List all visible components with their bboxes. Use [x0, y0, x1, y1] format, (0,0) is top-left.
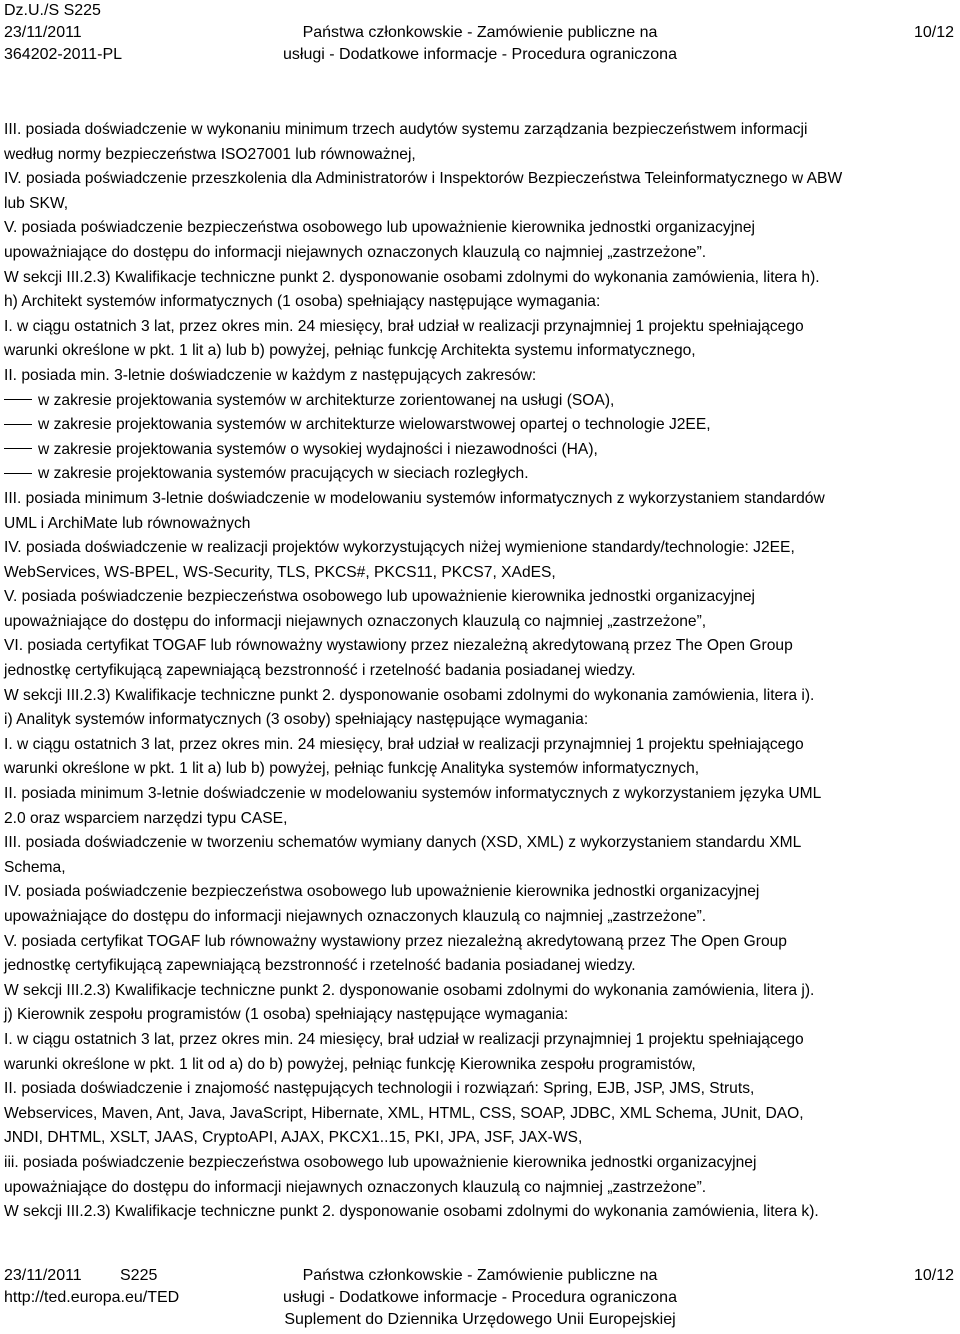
- page-footer: [0, 1265, 960, 1331]
- em-dash-bullet: [4, 424, 32, 425]
- text-line-content: jednostkę certyfikującą zapewniającą bezstronność i rzetelność badania posiadanej wiedzy.: [4, 662, 636, 680]
- text-line-content: V. posiada poświadczenie bezpieczeństwa osobowego lub upoważnienie kierownika jednostki organizacyjnej: [4, 219, 755, 237]
- text-line: [4, 290, 956, 315]
- text-line: [4, 831, 956, 856]
- header-doc-number: 364202-2011-PL: [4, 46, 123, 63]
- text-line: [4, 634, 956, 659]
- document-body: [4, 118, 956, 1225]
- text-line-content: 2.0 oraz wsparciem narzędzi typu CASE,: [4, 809, 288, 827]
- text-line: [4, 757, 956, 782]
- text-line-content: IV. posiada poświadczenie bezpieczeństwa osobowego lub upoważnienie kierownika jednostki organizacyjnej: [4, 883, 760, 901]
- text-line-content: W sekcji III.2.3) Kwalifikacje techniczne punkt 2. dysponowanie osobami zdolnymi do wykonania zamówienia, litera h).: [4, 268, 820, 286]
- text-line-content: II. posiada min. 3-letnie doświadczenie w każdym z następujących zakresów:: [4, 366, 537, 384]
- text-line: [4, 733, 956, 758]
- text-line-content: W sekcji III.2.3) Kwalifikacje techniczne punkt 2. dysponowanie osobami zdolnymi do wykonania zamówienia, litera j).: [4, 981, 815, 999]
- footer-url: http://ted.europa.eu/TED: [4, 1289, 180, 1306]
- text-line-content: h) Architekt systemów informatycznych (1 osoba) spełniający następujące wymagania:: [4, 293, 601, 311]
- text-line: [4, 782, 956, 807]
- text-line: [4, 118, 956, 143]
- footer-date: 23/11/2011: [4, 1267, 82, 1284]
- footer-title-line1: Państwa członkowskie - Zamówienie publiczne na: [302, 1267, 658, 1284]
- text-line: [4, 1028, 956, 1053]
- text-line-content: warunki określone w pkt. 1 lit od a) do b) powyżej, pełniąc funkcję Kierownika zespołu programistów,: [4, 1055, 696, 1073]
- em-dash-bullet: [4, 399, 32, 400]
- text-line-content: WebServices, WS-BPEL, WS-Security, TLS, PKCS#, PKCS11, PKCS7, XAdES,: [4, 563, 556, 581]
- text-line-content: według normy bezpieczeństwa ISO27001 lub równoważnej,: [4, 145, 416, 163]
- text-line: [4, 192, 956, 217]
- text-line-content: III. posiada doświadczenie w wykonaniu minimum trzech audytów systemu zarządzania bezpieczeństwem informacji: [4, 121, 808, 138]
- text-line-content: I. w ciągu ostatnich 3 lat, przez okres min. 24 miesięcy, brał udział w realizacji przynajmniej 1 projektu spełniającego: [4, 735, 804, 753]
- text-line-content: W sekcji III.2.3) Kwalifikacje techniczne punkt 2. dysponowanie osobami zdolnymi do wykonania zamówienia, litera k).: [4, 1203, 819, 1221]
- text-line-content: lub SKW,: [4, 194, 69, 212]
- text-line-content: w zakresie projektowania systemów o wysokiej wydajności i niezawodności (HA),: [38, 440, 598, 458]
- journal-ref: Dz.U./S S225: [4, 2, 101, 19]
- text-line-content: IV. posiada doświadczenie w realizacji projektów wykorzystujących niżej wymienione standardy/technologie: J2EE,: [4, 539, 795, 557]
- text-line: [4, 339, 956, 364]
- text-line: [4, 462, 956, 487]
- text-line-content: I. w ciągu ostatnich 3 lat, przez okres min. 24 miesięcy, brał udział w realizacji przynajmniej 1 projektu spełniającego: [4, 1030, 804, 1048]
- em-dash-bullet: [4, 448, 32, 449]
- text-line: [4, 438, 956, 463]
- text-line: [4, 880, 956, 905]
- text-line-content: V. posiada certyfikat TOGAF lub równoważny wystawiony przez niezależną akredytowaną przez The Open Group: [4, 932, 787, 950]
- text-line: [4, 413, 956, 438]
- text-line-content: upoważniające do dostępu do informacji niejawnych oznaczonych klauzulą co najmniej „zastrzeżone”.: [4, 1178, 707, 1196]
- text-line-content: w zakresie projektowania systemów w architekturze wielowarstwowej opartej o technologie J2EE,: [38, 416, 711, 434]
- text-line: [4, 167, 956, 192]
- text-line: [4, 930, 956, 955]
- text-line: [4, 216, 956, 241]
- text-line: [4, 1151, 956, 1176]
- header-title-line2: usługi - Dodatkowe informacje - Procedura ograniczona: [283, 46, 677, 63]
- text-line: [4, 487, 956, 512]
- text-line-content: warunki określone w pkt. 1 lit a) lub b) powyżej, pełniąc funkcję Architekta systemu informatycznego,: [4, 342, 696, 360]
- text-line: [4, 512, 956, 537]
- text-line: [4, 979, 956, 1004]
- text-line-content: III. posiada minimum 3-letnie doświadczenie w modelowaniu systemów informatycznych z wykorzystaniem standardów: [4, 489, 825, 507]
- text-line: [4, 610, 956, 635]
- text-line-content: W sekcji III.2.3) Kwalifikacje techniczne punkt 2. dysponowanie osobami zdolnymi do wykonania zamówienia, litera i).: [4, 686, 815, 704]
- text-line-content: IV. posiada poświadczenie przeszkolenia dla Administratorów i Inspektorów Bezpieczeństwa Teleinformatycznego w ABW: [4, 170, 843, 188]
- text-line-content: iii. posiada poświadczenie bezpieczeństwa osobowego lub upoważnienie kierownika jednostki organizacyjnej: [4, 1153, 757, 1171]
- text-line: [4, 143, 956, 168]
- page-header: [0, 0, 960, 66]
- text-line-content: II. posiada doświadczenie i znajomość następujących technologii i rozwiązań: Spring, EJB, JSP, JMS, Struts,: [4, 1080, 755, 1098]
- text-line-content: jednostkę certyfikującą zapewniającą bezstronność i rzetelność badania posiadanej wiedzy.: [4, 957, 636, 975]
- text-line: [4, 364, 956, 389]
- text-line: [4, 266, 956, 291]
- footer-series: S225: [120, 1267, 158, 1284]
- text-line: [4, 856, 956, 881]
- text-line-content: upoważniające do dostępu do informacji niejawnych oznaczonych klauzulą co najmniej „zastrzeżone”.: [4, 243, 707, 261]
- text-line: [4, 659, 956, 684]
- text-line-content: warunki określone w pkt. 1 lit a) lub b) powyżej, pełniąc funkcję Analityka systemów informatycznych,: [4, 760, 700, 778]
- header-title-line1: Państwa członkowskie - Zamówienie publiczne na: [302, 24, 658, 41]
- footer-title-line3: Suplement do Dziennika Urzędowego Unii Europejskiej: [284, 1311, 676, 1328]
- footer-title-line2: usługi - Dodatkowe informacje - Procedura ograniczona: [283, 1289, 677, 1306]
- text-line-content: w zakresie projektowania systemów pracujących w sieciach rozległych.: [38, 465, 529, 483]
- text-line: [4, 1053, 956, 1078]
- text-line-content: upoważniające do dostępu do informacji niejawnych oznaczonych klauzulą co najmniej „zastrzeżone”,: [4, 612, 707, 630]
- header-page-number: 10/12: [913, 24, 954, 41]
- text-line: [4, 1176, 956, 1201]
- text-line-content: JNDI, DHTML, XSLT, JAAS, CryptoAPI, AJAX, PKCX1..15, PKI, JPA, JSF, JAX-WS,: [4, 1129, 583, 1147]
- text-line-content: i) Analityk systemów informatycznych (3 osoby) spełniający następujące wymagania:: [4, 711, 589, 729]
- text-line: [4, 389, 956, 414]
- footer-page-number: 10/12: [913, 1267, 954, 1284]
- text-line: [4, 684, 956, 709]
- header-date: 23/11/2011: [4, 24, 82, 41]
- text-line-content: UML i ArchiMate lub równoważnych: [4, 514, 251, 532]
- text-line-content: III. posiada doświadczenie w tworzeniu schematów wymiany danych (XSD, XML) z wykorzystaniem standardu XML: [4, 834, 802, 852]
- text-line-content: j) Kierownik zespołu programistów (1 osoba) spełniający następujące wymagania:: [4, 1006, 569, 1024]
- text-line-content: w zakresie projektowania systemów w architekturze zorientowanej na usługi (SOA),: [38, 391, 615, 409]
- text-line: [4, 1102, 956, 1127]
- text-line: [4, 954, 956, 979]
- text-line: [4, 241, 956, 266]
- text-line: [4, 561, 956, 586]
- text-line-content: II. posiada minimum 3-letnie doświadczenie w modelowaniu systemów informatycznych z wykorzystaniem języka UML: [4, 785, 822, 803]
- text-line: [4, 585, 956, 610]
- em-dash-bullet: [4, 473, 32, 474]
- text-line-content: I. w ciągu ostatnich 3 lat, przez okres min. 24 miesięcy, brał udział w realizacji przynajmniej 1 projektu spełniającego: [4, 317, 804, 335]
- text-line: [4, 1200, 956, 1225]
- text-line: [4, 1126, 956, 1151]
- text-line-content: V. posiada poświadczenie bezpieczeństwa osobowego lub upoważnienie kierownika jednostki organizacyjnej: [4, 588, 755, 606]
- text-line-content: upoważniające do dostępu do informacji niejawnych oznaczonych klauzulą co najmniej „zastrzeżone”.: [4, 908, 707, 925]
- text-line: [4, 1077, 956, 1102]
- text-line: [4, 807, 956, 832]
- text-line: [4, 536, 956, 561]
- text-line-content: Webservices, Maven, Ant, Java, JavaScript, Hibernate, XML, HTML, CSS, SOAP, JDBC, XML Schema, JUnit, DAO,: [4, 1104, 804, 1122]
- text-line: [4, 1003, 956, 1028]
- text-line: [4, 315, 956, 340]
- text-line-content: VI. posiada certyfikat TOGAF lub równoważny wystawiony przez niezależną akredytowaną przez The Open Group: [4, 637, 793, 655]
- text-line: [4, 708, 956, 733]
- text-line-content: Schema,: [4, 858, 66, 876]
- text-line: [4, 905, 956, 930]
